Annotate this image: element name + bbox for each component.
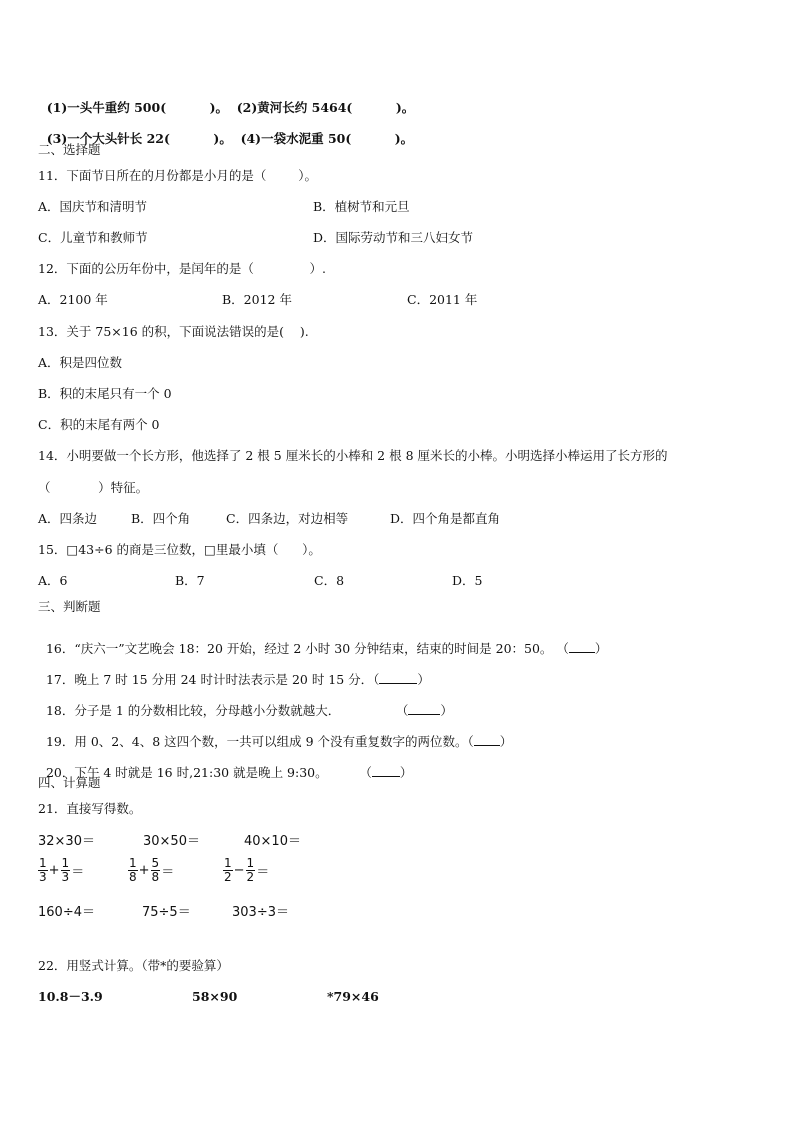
q14-option-c: C．四条边，对边相等 [226, 511, 349, 526]
section-title-compute: 四、计算题 [38, 775, 101, 790]
bracket-close: ） [417, 672, 430, 687]
fraction: $\frac{1}{8}$ [129, 856, 137, 884]
question-3: (3)一个大头针长 22( )。 [46, 131, 232, 146]
q14-option-b: B．四个角 [131, 511, 191, 526]
question-11-stem: 11．下面节日所在的月份都是小月的是（ ）。 [38, 168, 317, 183]
q13-option-a: A．积是四位数 [38, 355, 123, 370]
bracket-close: ） [594, 641, 608, 656]
question-21-stem: 21．直接写得数。 [38, 801, 142, 816]
calc-fraction-3: $\frac{1}{2}$ − $\frac{1}{2}$ ＝ [224, 856, 270, 884]
calc-r3-c1: 160÷4＝ [38, 905, 95, 920]
q15-option-d: D．5 [452, 573, 483, 588]
q14-option-d: D．四个角是都直角 [390, 511, 501, 526]
q11-option-d: D．国际劳动节和三八妇女节 [313, 230, 474, 245]
q13-option-c: C．积的末尾有两个 0 [38, 417, 160, 432]
calc-r3-c3: 303÷3＝ [232, 905, 289, 920]
q15-option-a: A．6 [38, 573, 68, 588]
question-4: (4)一袋水泥重 50( )。 [240, 131, 414, 146]
question-12-stem: 12．下面的公历年份中，是闰年的是（ ）. [38, 261, 327, 276]
question-1: (1)一头牛重约 500( )。 [46, 100, 229, 115]
q12-option-b: B．2012 年 [222, 292, 292, 307]
q13-option-b: B．积的末尾只有一个 0 [38, 386, 172, 401]
vertical-calc-3: *79×46 [327, 989, 379, 1004]
q11-option-a: A．国庆节和清明节 [38, 199, 148, 214]
bracket-close: ） [499, 734, 513, 749]
question-17 [38, 656, 430, 688]
question-13-stem: 13．关于 75×16 的积，下面说法错误的是( ). [38, 324, 309, 339]
calc-r1-c3: 40×10＝ [244, 834, 301, 849]
question-16-text: 16．“庆六一”文艺晚会 18：20 开始，经过 2 小时 30 分钟结束，结束的时间是 20：50。 （ [45, 641, 569, 656]
calc-r1-c2: 30×50＝ [143, 834, 200, 849]
q15-option-c: C．8 [314, 573, 345, 588]
q11-option-b: B．植树节和元旦 [313, 199, 410, 214]
vertical-calc-1: 10.8－3.9 [38, 989, 103, 1004]
bracket-close: ） [399, 765, 413, 780]
question-19 [38, 718, 512, 750]
answer-blank-18[interactable] [408, 703, 440, 715]
question-2: (2)黄河长约 5464( )。 [236, 100, 415, 115]
q14-option-a: A．四条边 [38, 511, 98, 526]
section-title-judge: 三、判断题 [38, 599, 101, 614]
question-18-text: 18．分子是 1 的分数相比较，分母越小分数就越大． （ [45, 703, 409, 718]
q15-option-b: B．7 [175, 573, 205, 588]
answer-blank-16[interactable] [569, 641, 595, 653]
fraction: $\frac{1}{2}$ [246, 856, 255, 884]
vertical-calc-2: 58×90 [192, 989, 238, 1004]
q12-option-c: C．2011 年 [407, 292, 478, 307]
question-1-2-line [38, 84, 414, 116]
question-19-text: 19．用 0、2、4、8 这四个数，一共可以组成 9 个没有重复数字的两位数。（ [45, 734, 474, 749]
calc-fraction-2: $\frac{1}{8}$ + $\frac{5}{8}$ ＝ [129, 856, 175, 884]
question-16 [38, 625, 607, 657]
fraction: $\frac{1}{3}$ [61, 856, 70, 884]
fraction: $\frac{1}{3}$ [39, 856, 47, 884]
calc-r3-c2: 75÷5＝ [142, 905, 191, 920]
section-title-choice: 二、选择题 [38, 142, 101, 157]
calc-fraction-1: $\frac{1}{3}$ + $\frac{1}{3}$ ＝ [39, 856, 85, 884]
question-14-stem-cont: （ ）特征。 [38, 480, 149, 495]
question-14-stem: 14．小明要做一个长方形，他选择了 2 根 5 厘米长的小棒和 2 根 8 厘米长的小棒。小明选择小棒运用了长方形的 [38, 448, 668, 463]
q11-option-c: C．儿童节和教师节 [38, 230, 148, 245]
answer-blank-20[interactable] [372, 765, 400, 777]
fraction: $\frac{5}{8}$ [151, 856, 160, 884]
question-18 [38, 687, 453, 719]
bracket-close: ） [440, 703, 453, 718]
fraction: $\frac{1}{2}$ [224, 856, 232, 884]
question-20-text: 20．下午 4 时就是 16 时,21:30 就是晚上 9:30。 （ [45, 765, 372, 780]
question-17-text: 17．晚上 7 时 15 分用 24 时计时法表示是 20 时 15 分．（ [45, 672, 380, 687]
q12-option-a: A．2100 年 [38, 292, 108, 307]
question-22-stem: 22．用竖式计算。（带*的要验算） [38, 958, 229, 973]
calc-r1-c1: 32×30＝ [38, 834, 95, 849]
question-15-stem: 15．□43÷6 的商是三位数，□里最小填（ ）。 [38, 542, 321, 557]
answer-blank-17[interactable] [379, 672, 417, 684]
answer-blank-19[interactable] [474, 734, 500, 746]
